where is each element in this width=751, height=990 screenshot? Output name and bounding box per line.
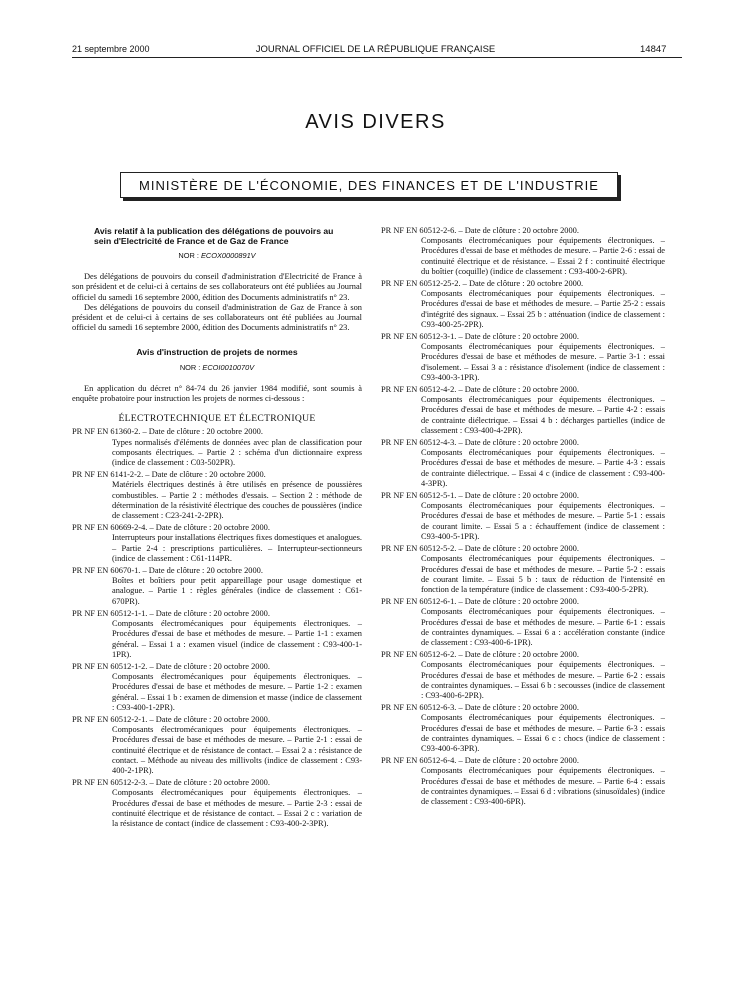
norm-entry xyxy=(381,756,665,807)
norm-entry xyxy=(72,778,362,829)
norm-entry xyxy=(381,438,665,489)
section-title: AVIS DIVERS xyxy=(305,111,446,133)
header-date: 21 septembre 2000 xyxy=(72,44,150,54)
ministry-box xyxy=(120,172,618,198)
norm-description: Composants électromécaniques pour équipements électroniques. – Procédures d'essai de base et méthodes de mesure. – Partie 6-2 : essais de contraintes dynamiques. – Essai 6 b : secousses (indice de classement : C93-400-6-2PR). xyxy=(421,660,665,700)
ministry-name: MINISTÈRE DE L'ÉCONOMIE, DES FINANCES ET DE L'INDUSTRIE xyxy=(139,177,599,193)
avis2-nor-code: ECOI0010070V xyxy=(202,362,255,372)
header-rule xyxy=(72,57,682,58)
norm-entry xyxy=(72,427,362,468)
norm-reference: PR NF EN 60670-1. – Date de clôture : 20 octobre 2000. xyxy=(72,566,263,576)
category-subhead: ÉLECTROTECHNIQUE ET ÉLECTRONIQUE xyxy=(118,413,316,425)
norm-reference: PR NF EN 60512-5-2. – Date de clôture : 20 octobre 2000. xyxy=(381,544,579,554)
norm-reference: PR NF EN 60512-1-2. – Date de clôture : 20 octobre 2000. xyxy=(72,661,270,671)
norm-entry xyxy=(381,703,665,754)
avis1-paragraph: Des délégations de pouvoirs du conseil d'administration de Gaz de France à son président et de celui-ci à certains de ses collaborateurs ont été publiées au Journal officiel du samedi 16 septembre 2000, édition des Documents administratifs n° 23. xyxy=(72,302,362,333)
norm-entry xyxy=(72,523,362,564)
norm-entry xyxy=(381,544,665,595)
norm-description: Composants électromécaniques pour équipements électroniques. – Procédures d'essai de base et méthodes de mesure. – Partie 6-3 : essais de contraintes dynamiques. – Essai 6 c : chocs (indice de classement : C93-400-6-3PR). xyxy=(421,713,665,753)
norm-reference: PR NF EN 60669-2-4. – Date de clôture : 20 octobre 2000. xyxy=(72,523,270,533)
norm-entry xyxy=(72,470,362,521)
norm-entry xyxy=(381,491,665,542)
avis1-nor xyxy=(72,251,362,261)
norm-reference: PR NF EN 60512-2-3. – Date de clôture : 20 octobre 2000. xyxy=(72,778,270,788)
norm-description: Composants électromécaniques pour équipements électroniques. – Procédures d'essai de base et méthodes de mesure. – Partie 2-6 : essai de continuité électrique et de résistance. – Essai 2 f : continuité électrique du boîtier (coquille) (indice de classement : C93-400-2-6PR). xyxy=(421,236,665,276)
norm-description: Composants électromécaniques pour équipements électroniques. – Procédures d'essai de base et méthodes de mesure. – Partie 4-3 : essais de contrainte diélectrique. – Essai 4 c (indice de classement : C93-400-4-3PR). xyxy=(421,448,665,488)
avis2-intro: En application du décret n° 84-74 du 26 janvier 1984 modifié, sont soumis à enquête probatoire pour instruction les projets de normes ci-dessous : xyxy=(72,383,362,404)
left-entries-list xyxy=(72,427,362,829)
avis1-nor-label: NOR : xyxy=(178,251,199,260)
norm-reference: PR NF EN 60512-1-1. – Date de clôture : 20 octobre 2000. xyxy=(72,608,270,618)
norm-entry xyxy=(381,597,665,648)
norm-entry xyxy=(72,566,362,607)
avis2-nor xyxy=(72,363,362,373)
norm-description: Composants électromécaniques pour équipements électroniques. – Procédures d'essai de base et méthodes de mesure. – Partie 5-2 : essais de courant limite. – Essai 5 b : taux de réduction de l'intensité en fonction de la température (indice de classement : C93-400-5-2PR). xyxy=(421,554,665,594)
avis1-title: Avis relatif à la publication des délégations de pouvoirs au sein d'Electricité de France et de Gaz de France xyxy=(94,226,334,246)
norm-description: Composants électromécaniques pour équipements électroniques. – Procédures d'essai de base et méthodes de mesure. – Partie 4-2 : essais de contrainte diélectrique. – Essai 4 b : décharges partielles (indice de classement : C93-400-4-2PR). xyxy=(421,395,665,435)
norm-entry xyxy=(72,662,362,713)
norm-reference: PR NF EN 61360-2. – Date de clôture : 20 octobre 2000. xyxy=(72,427,263,437)
norm-description: Composants électromécaniques pour équipements électroniques. – Procédures d'essai de base et méthodes de mesure. – Partie 25-2 : essais d'intégrité des signaux. – Essai 25 b : atténuation (indice de classement : C93-400-25-2PR). xyxy=(421,289,665,329)
avis2-nor-label: NOR : xyxy=(179,362,201,372)
norm-description: Composants électromécaniques pour équipements électroniques. – Procédures d'essai de base et méthodes de mesure. – Partie 1-2 : examen général. – Essai 1 b : examen de dimension et masse (indice de classement : C93-400-1-2PR). xyxy=(112,672,362,712)
avis2-title: Avis d'instruction de projets de normes xyxy=(136,347,298,358)
norm-entry xyxy=(381,279,665,330)
norm-entry xyxy=(72,609,362,660)
norm-entry xyxy=(72,715,362,776)
norm-reference: PR NF EN 60512-4-2. – Date de clôture : 20 octobre 2000. xyxy=(381,385,579,395)
norm-reference: PR NF EN 60512-6-3. – Date de clôture : 20 octobre 2000. xyxy=(381,703,579,713)
norm-description: Composants électromécaniques pour équipements électroniques. – Procédures d'essai de base et méthodes de mesure. – Partie 5-1 : essais de courant limite. – Essai 5 a : échauffement (indice de classement : C93-400-5-1PR). xyxy=(421,501,665,541)
norm-entry xyxy=(381,650,665,701)
right-column xyxy=(381,226,665,809)
norm-description: Interrupteurs pour installations électriques fixes domestiques et analogues. – Partie 2-4 : prescriptions particulières. – Interrupteur-sectionneurs (indice de classement : C61-114PR. xyxy=(112,533,362,563)
norm-description: Composants électromécaniques pour équipements électroniques. – Procédures d'essai de base et méthodes de mesure. – Partie 1-1 : examen général. – Essai 1 a : examen visuel (indice de classement : C93-400-1-1PR). xyxy=(112,619,362,659)
right-entries-list xyxy=(381,226,665,807)
norm-reference: PR NF EN 60512-5-1. – Date de clôture : 20 octobre 2000. xyxy=(381,491,579,501)
norm-reference: PR NF EN 60512-6-2. – Date de clôture : 20 octobre 2000. xyxy=(381,650,579,660)
norm-reference: PR NF EN 6141-2-2. – Date de clôture : 20 octobre 2000. xyxy=(72,470,266,480)
norm-description: Types normalisés d'éléments de données avec plan de classification pour composants électriques. – Partie 2 : schéma d'un dictionnaire express (indice de classement : C03-502PR). xyxy=(112,437,362,468)
norm-description: Composants électromécaniques pour équipements électroniques. – Procédures d'essai de base et méthodes de mesure. – Partie 2-3 : essai de continuité électrique et de résistance de contact. – Essai 2 c : variation de la résistance de contact (indice de classement : C93-400-2-3PR). xyxy=(112,788,362,828)
norm-description: Composants électromécaniques pour équipements électroniques. – Procédures d'essai de base et méthodes de mesure. – Partie 3-1 : essai d'isolement. – Essai 3 a : résistance d'isolement (indice de classement : C93-400-3-1PR). xyxy=(421,342,665,382)
norm-reference: PR NF EN 60512-6-4. – Date de clôture : 20 octobre 2000. xyxy=(381,756,579,766)
norm-description: Composants électromécaniques pour équipements électroniques. – Procédures d'essai de base et méthodes de mesure. – Partie 6-4 : essais de contraintes dynamiques. – Essai 6 d : vibrations (sinusoïdales) (indice de classement : C93-400-6PR). xyxy=(421,766,665,806)
norm-reference: PR NF EN 60512-25-2. – Date de clôture : 20 octobre 2000. xyxy=(381,279,584,289)
header-journal-title: JOURNAL OFFICIEL DE LA RÉPUBLIQUE FRANÇAISE xyxy=(255,44,496,55)
norm-description: Boîtes et boîtiers pour petit appareillage pour usage domestique et analogue. – Partie 1 : règles générales (indice de classement : C61-670PR). xyxy=(112,576,362,606)
avis1-nor-code: ECOX0000891V xyxy=(200,251,256,260)
norm-description: Matériels électriques destinés à être utilisés en présence de poussières combustibles. – Partie 2 : méthodes d'essais. – Section 2 : méthode de détermination de la résistivité électrique des couches de poussières (indice de classement : C23-241-2-2PR). xyxy=(112,480,362,521)
norm-reference: PR NF EN 60512-3-1. – Date de clôture : 20 octobre 2000. xyxy=(381,332,579,342)
avis1-paragraph: Des délégations de pouvoirs du conseil d'administration d'Electricité de France à son président et de celui-ci à certains de ses collaborateurs ont été publiées au Journal officiel du samedi 16 septembre 2000, édition des Documents administratifs n° 23. xyxy=(72,272,362,302)
norm-description: Composants électromécaniques pour équipements électroniques. – Procédures d'essai de base et méthodes de mesure. – Partie 2-1 : essai de continuité électrique et de résistance de contact. – Essai 2 a : résistance de contact. – Méthode au niveau des millivolts (indice de classement : C93-400-2-1PR). xyxy=(112,725,362,775)
norm-reference: PR NF EN 60512-2-1. – Date de clôture : 20 octobre 2000. xyxy=(72,714,270,724)
norm-entry xyxy=(381,226,665,277)
norm-entry xyxy=(381,332,665,383)
left-column xyxy=(72,226,362,831)
norm-reference: PR NF EN 60512-4-3. – Date de clôture : 20 octobre 2000. xyxy=(381,438,579,448)
norm-reference: PR NF EN 60512-6-1. – Date de clôture : 20 octobre 2000. xyxy=(381,597,579,607)
header-page-number: 14847 xyxy=(640,44,667,55)
norm-description: Composants électromécaniques pour équipements électroniques. – Procédures d'essai de base et méthodes de mesure. – Partie 6-1 : essais de contraintes dynamiques. – Essai 6 a : accélération constante (indice de classement : C93-400-6-1PR). xyxy=(421,607,665,647)
norm-entry xyxy=(381,385,665,436)
norm-reference: PR NF EN 60512-2-6. – Date de clôture : 20 octobre 2000. xyxy=(381,226,579,235)
